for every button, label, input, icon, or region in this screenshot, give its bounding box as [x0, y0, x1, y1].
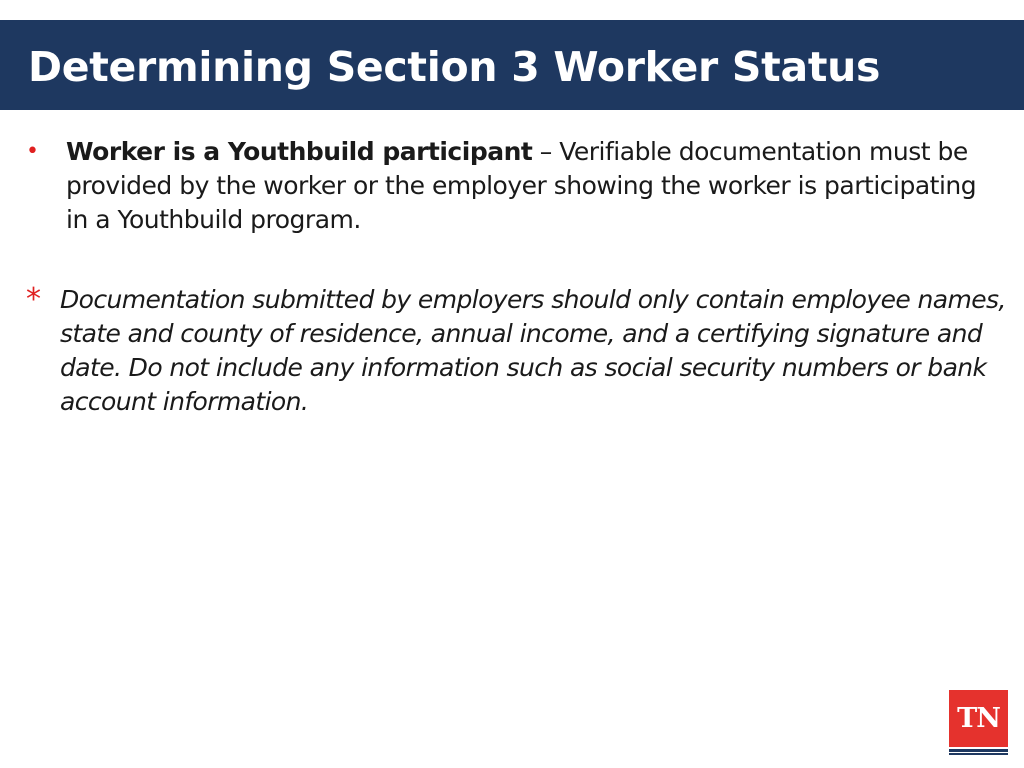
bullet-marker: •	[26, 139, 39, 164]
bullet-text	[66, 135, 996, 237]
bullet-bold-text: Worker is a Youthbuild participant	[66, 137, 533, 166]
title-bar	[0, 20, 1024, 110]
tn-logo-text: TN	[957, 703, 1000, 734]
asterisk-marker: *	[26, 282, 41, 317]
bullet-body-text: – Verifiable documentation must be provided by the worker or the employer showing the worker is participating in a Youthbuild program.	[66, 137, 977, 234]
footnote-text: Documentation submitted by employers should only contain employee names, state and county of residence, annual income, and a certifying signature and date. Do not include any information such as social security numbers or bank account information.	[60, 285, 1006, 416]
tn-logo	[949, 690, 1008, 756]
slide-title: Determining Section 3 Worker Status	[28, 43, 881, 91]
tn-logo-stripe	[949, 753, 1008, 755]
tn-logo-stripe	[949, 749, 1008, 752]
